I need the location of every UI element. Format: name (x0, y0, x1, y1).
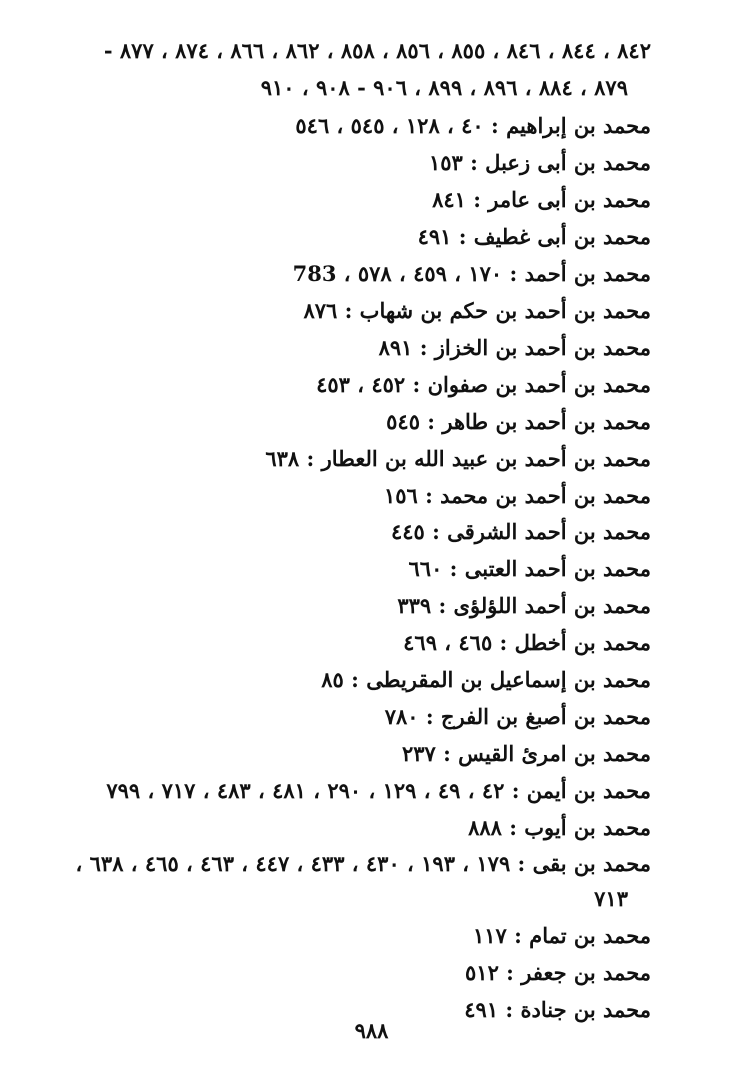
index-entry: محمد بن أحمد بن طاهر : ٥٤٥ (386, 409, 651, 434)
index-entry: محمد بن تمام : ١١٧ (472, 923, 651, 948)
index-entry: محمد بن أحمد بن محمد : ١٥٦ (383, 483, 651, 508)
index-entry: محمد بن أيوب : ٨٨٨ (468, 815, 651, 840)
index-entry: محمد بن أحمد بن حكم بن شهاب : ٨٧٦ (303, 298, 651, 323)
index-entry: محمد بن بقى : ١٧٩ ، ١٩٣ ، ٤٣٠ ، ٤٣٣ ، ٤٤٧ ، ٤٦٣ ، ٤٦٥ ، ٦٣٨ ، (75, 851, 651, 876)
index-entry: محمد بن امرئ القيس : ٢٣٧ (401, 741, 651, 766)
index-entry: محمد بن إسماعيل بن المقريطى : ٨٥ (321, 667, 651, 692)
index-entry: محمد بن أيمن : ٤٢ ، ٤٩ ، ١٢٩ ، ٢٩٠ ، ٤٨١ ، ٤٨٣ ، ٧١٧ ، ٧٩٩ (106, 778, 651, 803)
index-entry: محمد بن أحمد العتبى : ٦٦٠ (408, 556, 651, 581)
index-entry: محمد بن أبى زعبل : ١٥٣ (428, 150, 651, 175)
index-entry: محمد بن أحمد الشرقى : ٤٤٥ (390, 519, 651, 544)
index-entry: محمد بن جعفر : ٥١٢ (465, 960, 651, 985)
index-entry: محمد بن أبى عامر : ٨٤١ (432, 187, 651, 212)
index-entry-continuation: ٧١٣ (594, 886, 628, 911)
index-entry: محمد بن أحمد بن عبيد الله بن العطار : ٦٣٨ (265, 446, 651, 471)
index-entry: محمد بن أخطل : ٤٦٥ ، ٤٦٩ (403, 630, 651, 655)
index-entry: محمد بن أبى غطيف : ٤٩١ (417, 224, 651, 249)
index-entry: محمد بن أصبغ بن الفرج : ٧٨٠ (384, 704, 651, 729)
index-entry: محمد بن أحمد : ١٧٠ ، ٤٥٩ ، ٥٧٨ ، 783 (292, 261, 651, 286)
index-entry: محمد بن أحمد اللؤلؤى : ٣٣٩ (397, 593, 651, 618)
index-entry: محمد بن إبراهيم : ٤٠ ، ١٢٨ ، ٥٤٥ ، ٥٤٦ (295, 113, 651, 138)
page-number: ٩٨٨ (354, 1018, 389, 1043)
index-entry: محمد بن أحمد بن صفوان : ٤٥٢ ، ٤٥٣ (316, 372, 651, 397)
index-entry: محمد بن أحمد بن الخزاز : ٨٩١ (378, 335, 651, 360)
continuation-line-1: ٨٤٢ ، ٨٤٤ ، ٨٤٦ ، ٨٥٥ ، ٨٥٦ ، ٨٥٨ ، ٨٦٢ ، ٨٦٦ ، ٨٧٤ ، ٨٧٧ - (103, 38, 651, 63)
index-entry: محمد بن جنادة : ٤٩١ (464, 997, 651, 1022)
continuation-line-2: ٨٧٩ ، ٨٨٤ ، ٨٩٦ ، ٨٩٩ ، ٩٠٦ - ٩٠٨ ، ٩١٠ (260, 75, 628, 100)
